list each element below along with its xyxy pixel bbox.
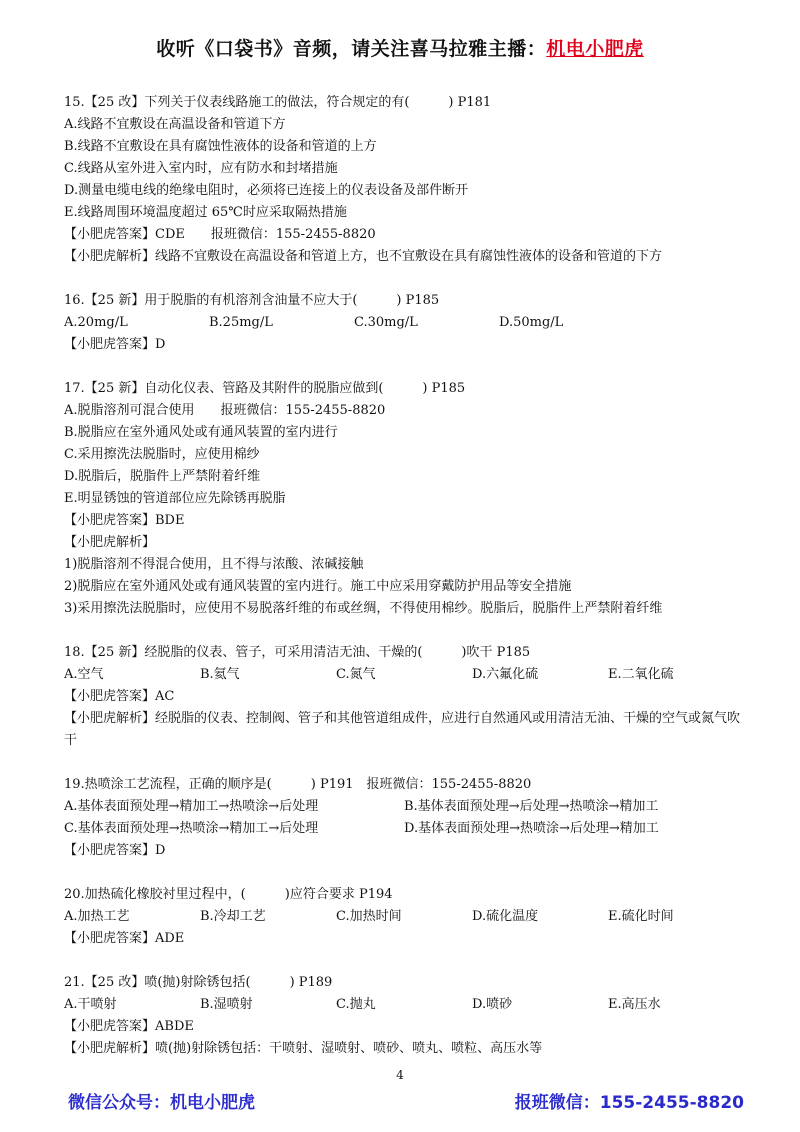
question-21 (64, 972, 744, 1060)
question-stem: 17.【25 新】自动化仪表、管路及其附件的脱脂应做到( ) P185 (64, 381, 466, 396)
answer: 【小肥虎答案】D (64, 843, 166, 858)
option: D.基体表面预处理→热喷涂→后处理→精加工 (404, 821, 659, 836)
options-row (64, 906, 744, 928)
question-stem: 21.【25 改】喷(抛)射除锈包括( ) P189 (64, 975, 333, 990)
analysis-point: 2)脱脂应在室外通风处或有通风装置的室内进行。施工中应采用穿戴防护用品等安全措施 (64, 579, 572, 594)
question-stem: 20.加热硫化橡胶衬里过程中，( )应符合要求 P194 (64, 887, 393, 902)
option: E.硫化时间 (608, 909, 674, 924)
option: D.测量电缆电线的绝缘电阻时，必须将已连接上的仪表设备及部件断开 (64, 183, 469, 198)
question-stem: 19.热喷涂工艺流程，正确的顺序是( ) P191 报班微信：155-2455-8820 (64, 777, 532, 792)
question-20 (64, 884, 744, 950)
analysis-point: 3)采用擦洗法脱脂时，应使用不易脱落纤维的布或丝绸，不得使用棉纱。脱脂后，脱脂件上严禁附着纤维 (64, 601, 663, 616)
question-list (64, 92, 744, 1082)
answer: 【小肥虎答案】AC (64, 689, 175, 704)
option: B.冷却工艺 (200, 909, 266, 924)
answer: 【小肥虎答案】ADE (64, 931, 185, 946)
option: D.六氟化硫 (472, 667, 539, 682)
analysis: 【小肥虎解析】喷(抛)射除锈包括：干喷射、湿喷射、喷砂、喷丸、喷粒、高压水等 (64, 1041, 543, 1056)
options-row (64, 664, 744, 686)
option: E.明显锈蚀的管道部位应先除锈再脱脂 (64, 491, 286, 506)
question-17 (64, 378, 744, 620)
question-15 (64, 92, 744, 268)
answer: 【小肥虎答案】CDE 报班微信：155-2455-8820 (64, 227, 376, 242)
option: E.线路周围环境温度超过 65℃时应采取隔热措施 (64, 205, 347, 220)
question-stem: 18.【25 新】经脱脂的仪表、管子，可采用清洁无油、干燥的( )吹干 P185 (64, 645, 531, 660)
option: C.基体表面预处理→热喷涂→精加工→后处理 (64, 821, 319, 836)
option: B.氦气 (200, 667, 240, 682)
option: A.基体表面预处理→精加工→热喷涂→后处理 (64, 799, 319, 814)
page-footer (68, 1088, 744, 1113)
question-19 (64, 774, 744, 862)
answer: 【小肥虎答案】BDE (64, 513, 185, 528)
analysis-point: 1)脱脂溶剂不得混合使用，且不得与浓酸、浓碱接触 (64, 557, 364, 572)
analysis: 【小肥虎解析】经脱脂的仪表、控制阀、管子和其他管道组成件，应进行自然通风或用清洁无油、干燥的空气或氮气吹干 (64, 711, 741, 748)
answer: 【小肥虎答案】ABDE (64, 1019, 194, 1034)
option: A.线路不宜敷设在高温设备和管道下方 (64, 117, 286, 132)
option: A.加热工艺 (64, 909, 130, 924)
option: B.湿喷射 (200, 997, 253, 1012)
option: C.氮气 (336, 667, 376, 682)
option: A.干喷射 (64, 997, 117, 1012)
option: A.脱脂溶剂可混合使用 报班微信：155-2455-8820 (64, 403, 386, 418)
option: C.加热时间 (336, 909, 402, 924)
option: C.采用擦洗法脱脂时，应使用棉纱 (64, 447, 260, 462)
analysis-heading: 【小肥虎解析】 (64, 535, 156, 550)
option: C.抛丸 (336, 997, 376, 1012)
question-stem: 16.【25 新】用于脱脂的有机溶剂含油量不应大于( ) P185 (64, 293, 440, 308)
options-row (64, 312, 744, 334)
answer: 【小肥虎答案】D (64, 337, 166, 352)
options-row (64, 796, 744, 818)
footer-wechat-account: 微信公众号：机电小肥虎 (68, 1093, 255, 1113)
header-brand: 机电小肥虎 (546, 38, 644, 60)
options-row (64, 818, 744, 840)
option: B.25mg/L (209, 315, 273, 330)
option: B.线路不宜敷设在具有腐蚀性液体的设备和管道的上方 (64, 139, 377, 154)
option: C.线路从室外进入室内时，应有防水和封堵措施 (64, 161, 338, 176)
option: D.50mg/L (499, 315, 564, 330)
question-16 (64, 290, 744, 356)
option: E.高压水 (608, 997, 661, 1012)
analysis: 【小肥虎解析】线路不宜敷设在高温设备和管道上方，也不宜敷设在具有腐蚀性液体的设备和管道的下方 (64, 249, 663, 264)
option: A.20mg/L (64, 315, 128, 330)
option: D.脱脂后，脱脂件上严禁附着纤维 (64, 469, 261, 484)
option: E.二氧化硫 (608, 667, 674, 682)
options-row (64, 994, 744, 1016)
option: D.硫化温度 (472, 909, 539, 924)
option: A.空气 (64, 667, 104, 682)
question-stem: 15.【25 改】下列关于仪表线路施工的做法，符合规定的有( ) P181 (64, 95, 492, 110)
option: B.基体表面预处理→后处理→热喷涂→精加工 (404, 799, 659, 814)
question-18 (64, 642, 744, 752)
option: C.30mg/L (354, 315, 418, 330)
option: B.脱脂应在室外通风处或有通风装置的室内进行 (64, 425, 338, 440)
page-number: 4 (396, 1068, 404, 1082)
footer-contact: 报班微信：155-2455-8820 (514, 1093, 744, 1113)
option: D.喷砂 (472, 997, 513, 1012)
page-header (0, 34, 800, 61)
header-text: 收听《口袋书》音频，请关注喜马拉雅主播： (156, 38, 547, 60)
